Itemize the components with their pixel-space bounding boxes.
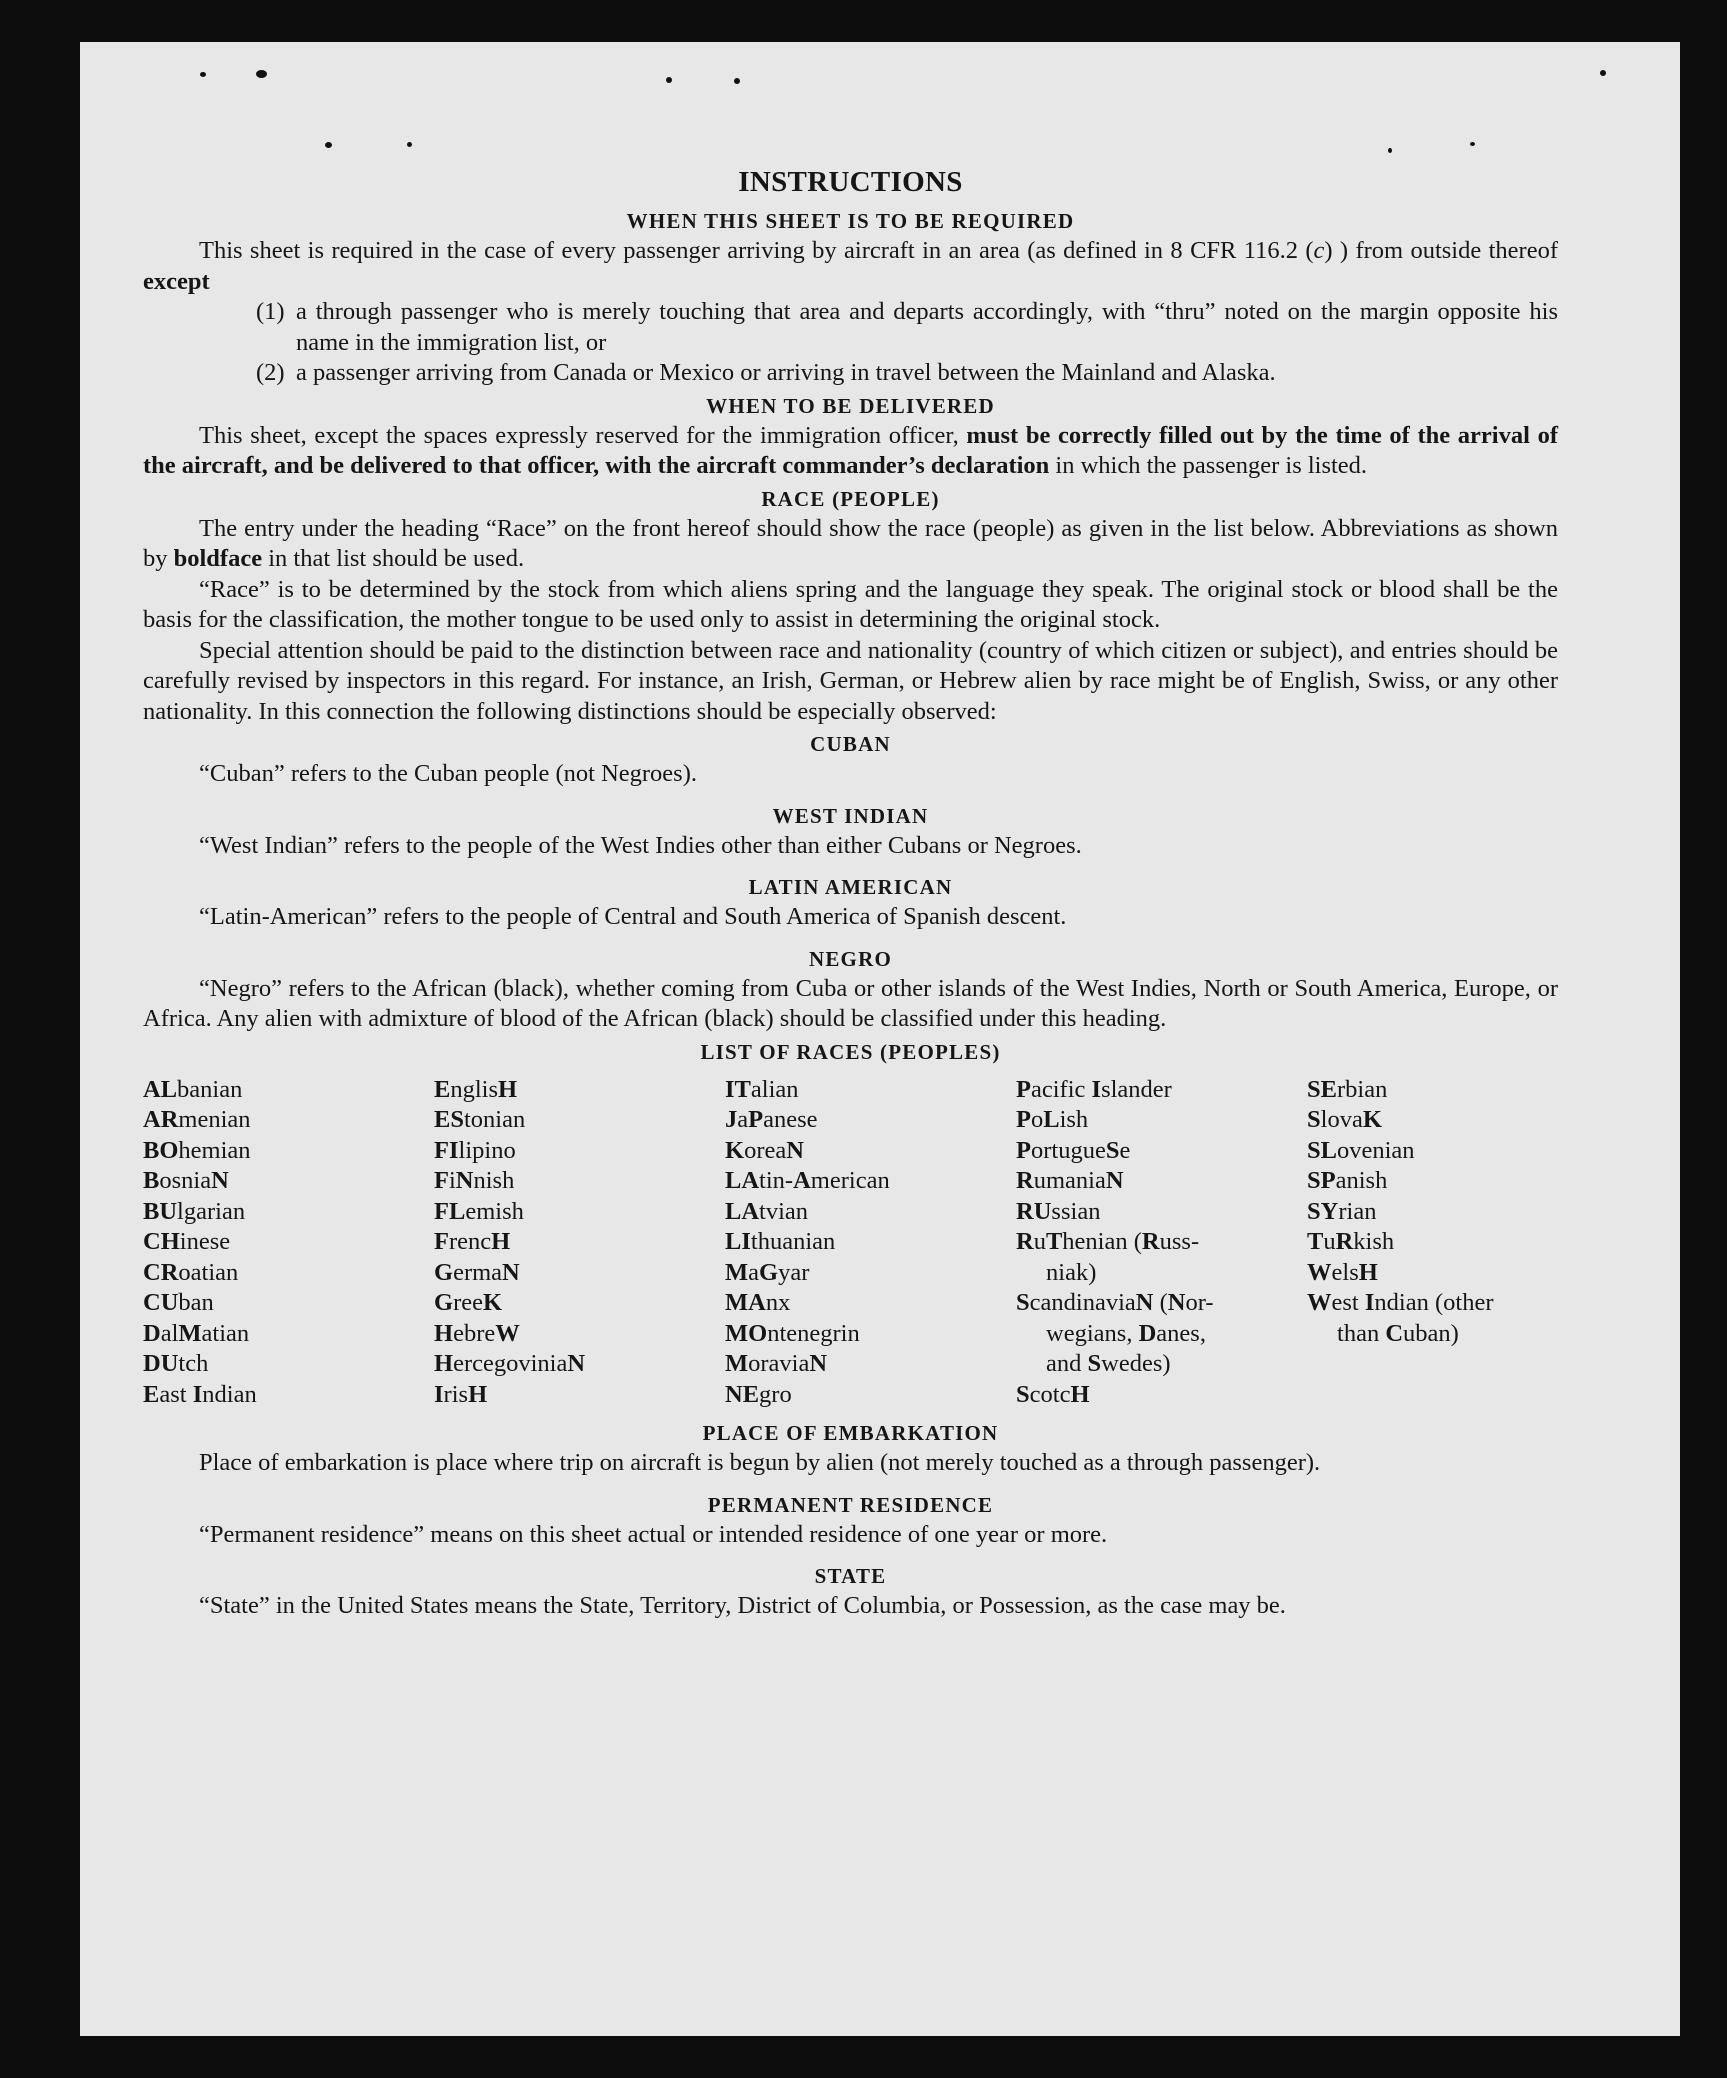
race-entry: ScotcH (1016, 1380, 1090, 1408)
scan-speck (666, 77, 672, 83)
when-delivered-text (143, 421, 1558, 482)
permanent-residence-text: “Permanent residence” means on this sheet actual or intended residence of one year or more. (199, 1520, 1108, 1548)
scan-speck (1470, 142, 1475, 146)
race-entry: FIlipino (434, 1136, 516, 1164)
state-text: “State” in the United States means the State, Territory, District of Columbia, or Possession, as the case may be. (199, 1592, 1286, 1619)
section-heading-cuban: CUBAN (810, 732, 891, 756)
when-required-intro (143, 236, 1558, 297)
race-entry: than Cuban) (1337, 1319, 1459, 1347)
intro-italic: c (1313, 237, 1325, 264)
section-heading-permanent-residence: PERMANENT RESIDENCE (707, 1492, 994, 1517)
race-entry: IrisH (434, 1380, 488, 1408)
scan-speck (200, 72, 206, 77)
intro-text-mid: ) ) from outside thereof (1324, 237, 1558, 264)
race-entry: SLovenian (1307, 1136, 1415, 1164)
races-column (1307, 1075, 1557, 1411)
races-column (143, 1075, 434, 1411)
document-page (80, 42, 1680, 2036)
race-entry: RumaniaN (1016, 1167, 1124, 1194)
exception-number: (2) (256, 359, 285, 386)
latin-american-text: “Latin-American” refers to the people of Central and South America of Spanish descent. (199, 903, 1067, 930)
page-title: INSTRUCTIONS (738, 166, 963, 198)
race-entry: PortugueSe (1016, 1136, 1131, 1164)
race-entry: FrencH (434, 1228, 511, 1255)
scan-speck (256, 70, 267, 78)
race-entry: HebreW (434, 1319, 520, 1347)
scan-speck (407, 142, 412, 147)
race-entry: EStonian (434, 1106, 526, 1133)
race-entry: FiNnish (434, 1167, 515, 1194)
race-entry: ScandinaviaN (Nor- (1016, 1289, 1214, 1316)
race-entry: RUssian (1016, 1197, 1101, 1225)
race-entry: and Swedes) (1046, 1350, 1171, 1377)
embarkation-text: Place of embarkation is place where trip on aircraft is begun by alien (not merely touched as a through passenger). (199, 1449, 1321, 1476)
race-entry: GermaN (434, 1258, 520, 1286)
race-entry: RuThenian (Russ- (1016, 1228, 1200, 1255)
race-entry: ITalian (725, 1075, 799, 1103)
exception-item (143, 297, 1558, 358)
race-entry: wegians, Danes, (1046, 1319, 1206, 1347)
race-entry: FLemish (434, 1197, 524, 1225)
race-entry: LAtvian (725, 1197, 809, 1225)
race-entry: CUban (143, 1289, 214, 1316)
race-entry: JaPanese (725, 1106, 818, 1133)
race-entry: DalMatian (143, 1319, 250, 1347)
race-entry: WelsH (1307, 1258, 1378, 1286)
scan-speck (325, 142, 332, 148)
section-heading-latin-american: LATIN AMERICAN (748, 875, 953, 899)
race-entry: SErbian (1307, 1075, 1388, 1103)
race-entry: NEgro (725, 1380, 792, 1408)
races-column (1016, 1075, 1307, 1411)
race-entry: SPanish (1307, 1167, 1388, 1194)
race-entry: ALbanian (143, 1075, 243, 1103)
scan-speck (1388, 148, 1392, 153)
west-indian-text: “West Indian” refers to the people of the West Indies other than either Cubans or Negroes. (199, 831, 1082, 859)
race-paragraph-3: Special attention should be paid to the distinction between race and nationality (country of which citizen or subject), and entries should be carefully revised by inspectors in this regard. For instance, an Irish, German, or Hebrew alien by race might be of English, Swiss, or any other nationality. In this connection the following distinctions should be especially observed: (143, 636, 1558, 725)
section-heading-state: STATE (814, 1564, 887, 1588)
race-paragraph-1 (143, 514, 1558, 575)
section-heading-negro: NEGRO (808, 946, 892, 971)
section-heading-when-delivered: WHEN TO BE DELIVERED (706, 393, 995, 418)
race-entry: ARmenian (143, 1106, 251, 1133)
race-entry: KoreaN (725, 1136, 804, 1164)
race-paragraph-2: “Race” is to be determined by the stock from which aliens spring and the language they speak. The original stock or blood shall be the basis for the classification, the mother tongue to be used only to assist in determining the original stock. (143, 575, 1558, 633)
exception-text: a passenger arriving from Canada or Mexico or arriving in travel between the Mainland and Alaska. (296, 359, 1276, 386)
cuban-text: “Cuban” refers to the Cuban people (not Negroes). (199, 760, 697, 787)
instructions-content (143, 160, 1558, 1622)
race-entry: CHinese (143, 1228, 231, 1255)
race-entry: BOhemian (143, 1136, 251, 1164)
race-entry: BUlgarian (143, 1197, 246, 1225)
delivered-tail: in which the passenger is listed. (1049, 452, 1368, 479)
race-entry: West Indian (other (1307, 1289, 1494, 1316)
race-entry: niak) (1046, 1258, 1097, 1286)
races-list (143, 1075, 1558, 1411)
section-heading-races-list: LIST OF RACES (PEOPLES) (700, 1039, 1001, 1064)
race-entry: MoraviaN (725, 1350, 828, 1377)
race-entry: GreeK (434, 1289, 503, 1316)
race-entry: LAtin-American (725, 1167, 890, 1194)
race-entry: TuRkish (1307, 1228, 1395, 1255)
exception-text: a through passenger who is merely touching that area and departs accordingly, with “thru” noted on the margin opposite his name in the immigration list, or (296, 298, 1558, 356)
race-p1-tail: in that list should be used. (262, 545, 525, 572)
delivered-bold: must be correctly filled out by the time of the arrival of the aircraft, and be delivered to that officer, with the aircraft commander’s declaration (143, 421, 1559, 479)
scan-speck (734, 78, 740, 84)
section-heading-west-indian: WEST INDIAN (772, 803, 929, 828)
race-p1-bold: boldface (173, 545, 263, 572)
section-heading-embarkation: PLACE OF EMBARKATION (702, 1421, 999, 1445)
delivered-text: This sheet, except the spaces expressly reserved for the immigration officer, (199, 421, 967, 449)
race-entry: East Indian (143, 1380, 257, 1408)
exception-item (143, 358, 1558, 389)
race-entry: HercegoviniaN (434, 1350, 586, 1377)
race-entry: MAnx (725, 1289, 791, 1316)
race-p1-text: The entry under the heading “Race” on the front hereof should show the race (people) as given in the list below. Abbreviations as shown by (143, 514, 1558, 572)
race-entry: PoLish (1016, 1106, 1089, 1133)
race-entry: Pacific Islander (1016, 1075, 1172, 1103)
race-entry: MOntenegrin (725, 1319, 860, 1347)
race-entry: MaGyar (725, 1258, 810, 1286)
intro-except: except (143, 267, 210, 295)
race-entry: SYrian (1307, 1197, 1377, 1225)
exception-number: (1) (256, 298, 285, 325)
race-entry: CRoatian (143, 1258, 239, 1286)
race-entry: LIthuanian (725, 1228, 836, 1255)
race-entry: BosniaN (143, 1167, 229, 1194)
race-entry: EnglisH (434, 1075, 518, 1103)
section-heading-when-required: WHEN THIS SHEET IS TO BE REQUIRED (626, 209, 1075, 233)
race-entry: DUtch (143, 1350, 209, 1377)
intro-text: This sheet is required in the case of every passenger arriving by aircraft in an area (as defined in 8 CFR 116.2 ( (199, 237, 1314, 264)
race-entry: SlovaK (1307, 1106, 1382, 1133)
negro-text: “Negro” refers to the African (black), whether coming from Cuba or other islands of the West Indies, North or South America, Europe, or Africa. Any alien with admixture of blood of the African (black) should be classified under this heading. (143, 974, 1558, 1032)
section-heading-race: RACE (PEOPLE) (761, 486, 940, 511)
scan-speck (1600, 70, 1606, 76)
races-column (725, 1075, 1016, 1411)
races-column (434, 1075, 725, 1411)
